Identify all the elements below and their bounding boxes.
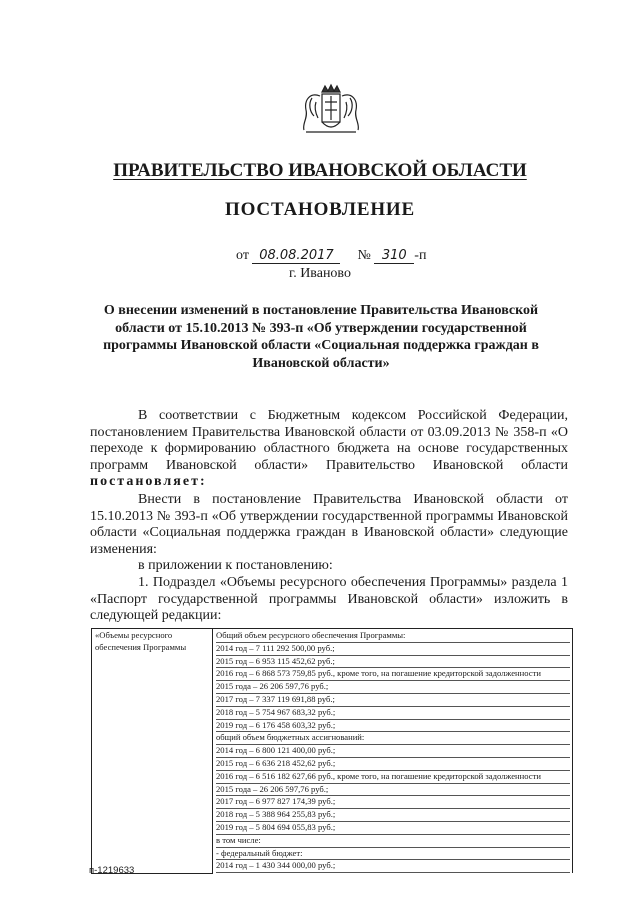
document-number: 310 — [374, 249, 414, 264]
table-line: 2016 год – 6 868 573 759,85 руб., кроме того, на погашение кредиторской задолженности — [216, 668, 570, 681]
document-code: п-1219633 — [89, 865, 135, 876]
table-row — [92, 629, 573, 874]
preamble-text: В соответствии с Бюджетным кодексом Российской Федерации, постановлением Правительства Ивановской области от 03.09.2013 № 358-п «О переходе к формированию областного бюджета на основе государственных программ Ивановской области» Правительство Ивановской области — [90, 408, 568, 473]
table-line: 2017 год – 6 977 827 174,39 руб.; — [216, 796, 570, 809]
table-line: 2015 год – 6 953 115 452,62 руб.; — [216, 656, 570, 669]
document-subject: О внесении изменений в постановление Правительства Ивановской области от 15.10.2013 № 393-п «Об утверждении государственной программы Ивановской области «Социальная поддержка граждан в Ивановской области» — [103, 303, 539, 371]
preamble-paragraph — [90, 408, 568, 491]
table-line: 2016 год – 6 516 182 627,66 руб., кроме того, на погашение кредиторской задолженности — [216, 771, 570, 784]
city-line: г. Иваново — [289, 266, 351, 281]
table-line: 2014 год – 7 111 292 500,00 руб.; — [216, 643, 570, 656]
table-line: 2014 год – 1 430 344 000,00 руб.; — [216, 860, 570, 873]
table-line: общий объем бюджетных ассигнований: — [216, 732, 570, 745]
passport-resource-table — [91, 628, 573, 874]
table-line: 2018 год – 5 754 967 683,32 руб.; — [216, 707, 570, 720]
table-line: 2018 год – 5 388 964 255,83 руб.; — [216, 809, 570, 822]
government-title: ПРАВИТЕЛЬСТВО ИВАНОВСКОЙ ОБЛАСТИ — [113, 160, 527, 181]
registration-line — [236, 248, 426, 264]
table-line: 2014 год – 6 800 121 400,00 руб.; — [216, 745, 570, 758]
number-suffix: -п — [414, 248, 427, 263]
table-label-cell: «Объемы ресурсного обеспечения Программы — [92, 629, 213, 874]
from-label: от — [236, 248, 249, 263]
amend-paragraph — [90, 492, 568, 558]
table-line: 2017 год – 7 337 119 691,88 руб.; — [216, 694, 570, 707]
number-label: № — [357, 248, 371, 263]
item-one-text: 1. Подраздел «Объемы ресурсного обеспечения Программы» раздела 1 «Паспорт государственной программы Ивановской области» изложить в следующей редакции: — [90, 575, 568, 623]
document-type-heading: ПОСТАНОВЛЕНИЕ — [225, 199, 415, 220]
table-line: 2015 года – 26 206 597,76 руб.; — [216, 681, 570, 694]
table-line: Общий объем ресурсного обеспечения Программы: — [216, 630, 570, 643]
document-date: 08.08.2017 — [252, 249, 340, 264]
resolves-word: постановляет: — [90, 474, 207, 489]
table-line: в том числе: — [216, 835, 570, 848]
table-line: 2015 года – 26 206 597,76 руб.; — [216, 784, 570, 797]
table-line: 2019 год – 6 176 458 603,32 руб.; — [216, 720, 570, 733]
table-line: 2019 год – 5 804 694 055,83 руб.; — [216, 822, 570, 835]
table-line: 2015 год – 6 636 218 452,62 руб.; — [216, 758, 570, 771]
item-one-paragraph — [90, 575, 568, 625]
amend-text: Внести в постановление Правительства Ивановской области от 15.10.2013 № 393-п «Об утверждении государственной программы Ивановской области «Социальная поддержка граждан в Ивановской области» следующие изменения: — [90, 492, 568, 557]
appendix-line — [90, 558, 568, 575]
table-line: - федеральный бюджет: — [216, 848, 570, 861]
table-values-cell — [213, 629, 573, 874]
appendix-text: в приложении к постановлению: — [138, 558, 333, 573]
coat-of-arms-emblem — [298, 82, 364, 138]
